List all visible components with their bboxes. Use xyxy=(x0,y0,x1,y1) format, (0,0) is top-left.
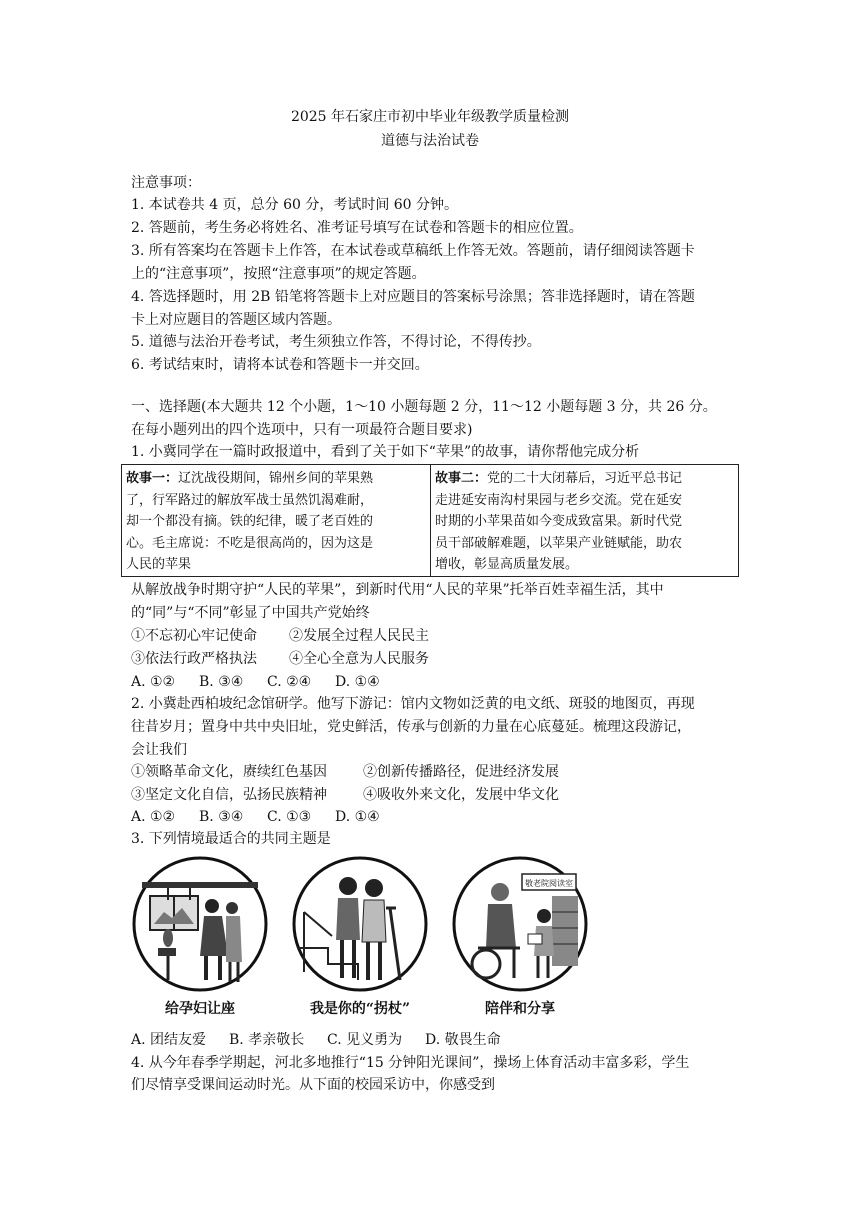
q4-stem: 们尽情享受课间运动时光。从下面的校园采访中，你感受到 xyxy=(131,1077,495,1093)
section-instruction: 在每小题列出的四个选项中，只有一项最符合题目要求) xyxy=(131,422,473,438)
scene-caption: 我是你的“拐杖” xyxy=(309,1001,411,1017)
notes-item: 6. 考试结束时，请将本试卷和答题卡一并交回。 xyxy=(131,357,429,373)
story-two xyxy=(431,465,738,576)
notes-item: 1. 本试卷共 4 页，总分 60 分，考试时间 60 分钟。 xyxy=(131,197,459,213)
q1-text: 从解放战争时期守护“人民的苹果”，到新时代用“人民的苹果”托举百姓幸福生活，其中 xyxy=(131,582,664,598)
notes-item: 卡上对应题目的答题区域内答题。 xyxy=(131,312,341,328)
reading-illustration xyxy=(448,852,592,998)
choice-d: D. 敬畏生命 xyxy=(425,1032,501,1048)
story-two-text: 走进延安南沟村果园与老乡交流。党在延安 xyxy=(435,492,683,508)
q2-stem: 会让我们 xyxy=(131,742,187,758)
story-two-text: 时期的小苹果苗如今变成致富果。新时代党 xyxy=(435,514,683,529)
story-one-label: 故事一： xyxy=(126,471,179,486)
choice-c: C. ①③ xyxy=(267,809,312,825)
choice-d: D. ①④ xyxy=(335,809,380,825)
story-one-text: 辽沈战役期间，锦州乡间的苹果熟 xyxy=(178,471,374,486)
q2-option: ④吸收外来文化，发展中华文化 xyxy=(363,787,559,803)
scene-caption: 给孕妇让座 xyxy=(165,1001,235,1017)
scene-reading-image xyxy=(448,852,592,1024)
scene-bus-image xyxy=(128,852,272,1024)
choice-b: B. ③④ xyxy=(199,674,244,690)
choice-a: A. ①② xyxy=(131,674,176,690)
story-one-text: 人民的苹果 xyxy=(126,557,192,572)
story-one-text: 心。毛主席说：不吃是很高尚的，因为这是 xyxy=(126,535,374,551)
q1-option: ①不忘初心牢记使命 xyxy=(131,628,257,644)
story-two-text: 员干部破解难题，以苹果产业链赋能，助农 xyxy=(435,535,683,551)
q4-stem: 4. 从今年春季学期起，河北多地推行“15 分钟阳光课间”，操场上体育活动丰富多彩，学生 xyxy=(131,1055,690,1071)
scene-crutch-image xyxy=(288,852,432,1024)
crutch-illustration xyxy=(288,852,432,998)
notes-item: 3. 所有答案均在答题卡上作答，在本试卷或草稿纸上作答无效。答题前，请仔细阅读答题卡 xyxy=(131,243,695,259)
q2-stem: 2. 小冀赴西柏坡纪念馆研学。他写下游记：馆内文物如泛黄的电文纸、斑驳的地图页，再现 xyxy=(131,696,695,712)
notes-item: 5. 道德与法治开卷考试，考生须独立作答，不得讨论，不得传抄。 xyxy=(131,334,541,350)
q1-options-row xyxy=(131,648,429,670)
choice-b: B. 孝亲敬长 xyxy=(229,1032,305,1048)
story-one-text: 却一个都没有摘。铁的纪律，暖了老百姓的 xyxy=(126,514,374,529)
choice-c: C. 见义勇为 xyxy=(327,1032,403,1048)
bus-illustration xyxy=(128,852,272,998)
exam-subtitle: 道德与法治试卷 xyxy=(381,133,479,149)
q2-choices xyxy=(131,806,380,828)
section-heading: 一、选择题(本大题共 12 个小题，1～10 小题每题 2 分，11～12 小题每题 3 分，共 26 分。 xyxy=(131,399,717,415)
q1-option: ②发展全过程人民民主 xyxy=(289,628,429,644)
q1-option: ④全心全意为人民服务 xyxy=(289,651,429,667)
q3-stem: 3. 下列情境最适合的共同主题是 xyxy=(131,831,331,847)
q2-option: ②创新传播路径，促进经济发展 xyxy=(363,764,559,780)
choice-a: A. 团结友爱 xyxy=(131,1032,207,1048)
q1-options-row xyxy=(131,625,429,647)
q1-stem: 1. 小冀同学在一篇时政报道中，看到了关于如下“苹果”的故事，请你帮他完成分析 xyxy=(131,444,640,460)
story-two-text: 党的二十大闭幕后，习近平总书记 xyxy=(487,471,683,486)
reading-room-sign: 敬老院阅读室 xyxy=(525,879,573,888)
q3-scenes xyxy=(128,852,588,1024)
choice-c: C. ②④ xyxy=(267,674,312,690)
story-two-label: 故事二： xyxy=(435,471,488,486)
q2-option: ③坚定文化自信，弘扬民族精神 xyxy=(131,787,327,803)
notes-heading: 注意事项： xyxy=(131,175,201,191)
choice-d: D. ①④ xyxy=(335,674,380,690)
story-one-text: 了，行军路过的解放军战士虽然饥渴难耐， xyxy=(126,492,374,508)
story-one xyxy=(122,465,431,576)
q2-options-row xyxy=(131,761,559,783)
scene-caption: 陪伴和分享 xyxy=(485,1001,555,1017)
q1-option: ③依法行政严格执法 xyxy=(131,651,257,667)
q1-text: 的“同”与“不同”彰显了中国共产党始终 xyxy=(131,605,370,621)
q2-option: ①领略革命文化，赓续红色基因 xyxy=(131,764,327,780)
choice-a: A. ①② xyxy=(131,809,176,825)
choice-b: B. ③④ xyxy=(199,809,244,825)
q2-options-row xyxy=(131,784,559,806)
notes-item: 上的“注意事项”，按照“注意事项”的规定答题。 xyxy=(131,266,426,282)
exam-title: 2025 年石家庄市初中毕业年级教学质量检测 xyxy=(290,109,570,125)
notes-item: 2. 答题前，考生务必将姓名、准考证号填写在试卷和答题卡的相应位置。 xyxy=(131,220,583,236)
q2-stem: 往昔岁月；置身中共中央旧址，党史鲜活，传承与创新的力量在心底蔓延。梳理这段游记， xyxy=(131,719,691,735)
q3-choices xyxy=(131,1029,501,1051)
story-two-text: 增收，彰显高质量发展。 xyxy=(435,557,579,572)
q1-choices xyxy=(131,671,380,693)
notes-item: 4. 答选择题时，用 2B 铅笔将答题卡上对应题目的答案标号涂黑；答非选择题时，请在答题 xyxy=(131,289,695,305)
story-table xyxy=(121,464,739,577)
